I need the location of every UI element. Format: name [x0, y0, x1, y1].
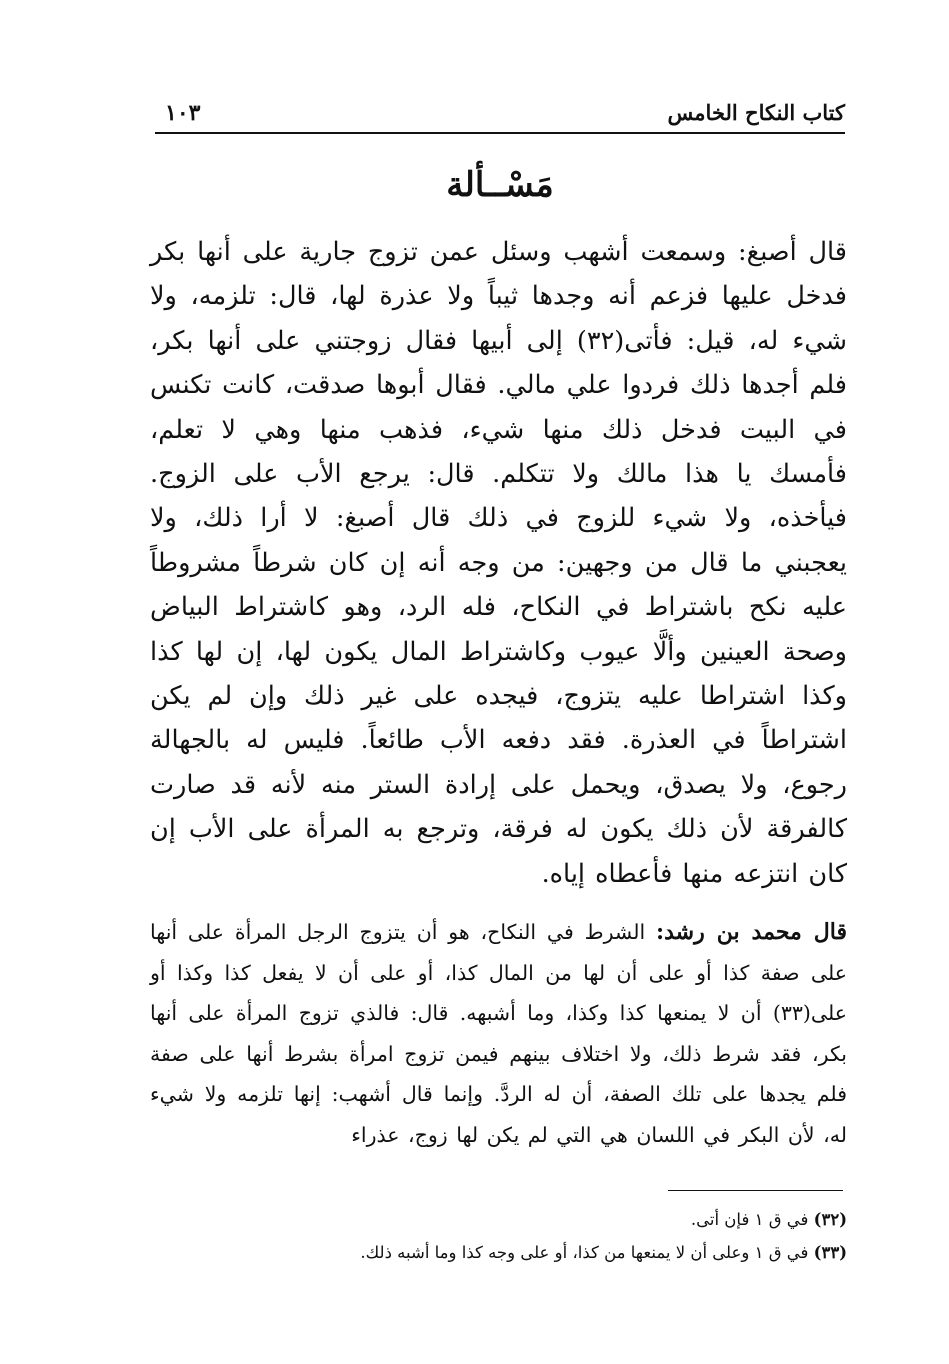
- body-paragraph-1: قال أصبغ: وسمعت أشهب وسئل عمن تزوج جارية على أنها بكر فدخل عليها فزعم أنه وجدها ثيباً ولا عذرة لها، قال: تلزمه، ولا شيء له، قيل: فأتى(٣٢) إلى أبيها فقال زوجتني على أنها بكر، فلم أجدها ذلك فردوا علي مالي. فقال أبوها صدقت، كانت تكنس في البيت فدخل ذلك منها شيء، فذهب منها وهي لا تعلم، فأمسك يا هذا مالك ولا تتكلم. قال: يرجع الأب على الزوج. فيأخذه، ولا شيء للزوج في ذلك قال أصبغ: لا أرا ذلك، ولا يعجبني ما قال من وجهين: من وجه أنه إن كان شرطاً مشروطاً عليه نكح باشتراط في النكاح، فله الرد، وهو كاشتراط البياض وصحة العينين وألَّا عيوب وكاشتراط المال يكون لها، إن لها كذا وكذا اشتراطا عليه يتزوج، فيجده على غير ذلك وإن لم يكن اشتراطاً في العذرة. فقد دفعه الأب طائعاً. فليس له بالجهالة رجوع، ولا يصدق، ويحمل على إرادة الستر منه لأنه قد صارت كالفرقة لأن ذلك يكون له فرقة، وترجع به المرأة على الأب إن كان انتزعه منها فأعطاه إياه.: [150, 237, 847, 889]
- commentary-text: الشرط في النكاح، هو أن يتزوج الرجل المرأة على أنها على صفة كذا أو على أن لها من المال كذا، أو على أن لا يفعل كذا وكذا أو على(٣٣) أن لا يمنعها كذا وكذا، وما أشبهه. قال: فالذي تزوج المرأة على أنها بكر، فقد شرط ذلك، ولا اختلاف بينهم فيمن تزوج امرأة بشرط أنها على صفة فلم يجدها على تلك الصفة، أن له الردَّ. وإنما قال أشهب: إنها تلزمه ولا شيء له، لأن البكر في اللسان هي التي لم يكن لها زوج، عذراء: [150, 920, 847, 1147]
- footnote-separator: [668, 1190, 843, 1191]
- header-book-title: كتاب النكاح الخامس: [667, 100, 845, 125]
- footnote-text: في ق ١ فإن أتى.: [690, 1210, 809, 1229]
- footnote-item: [150, 1236, 847, 1269]
- running-header: [155, 96, 845, 134]
- footnotes: [150, 1203, 847, 1269]
- section-heading: مَسْــألة: [446, 165, 554, 205]
- footnote-number: (٣٢): [813, 1210, 847, 1229]
- page-number: ١٠٣: [165, 100, 201, 126]
- footnote-item: [150, 1203, 847, 1236]
- footnote-text: في ق ١ وعلى أن لا يمنعها من كذا، أو على وجه كذا وما أشبه ذلك.: [360, 1243, 809, 1262]
- footnote-number: (٣٣): [813, 1243, 847, 1262]
- commentary-lead: قال محمد بن رشد:: [656, 919, 847, 945]
- body-paragraph-2: [150, 912, 847, 1155]
